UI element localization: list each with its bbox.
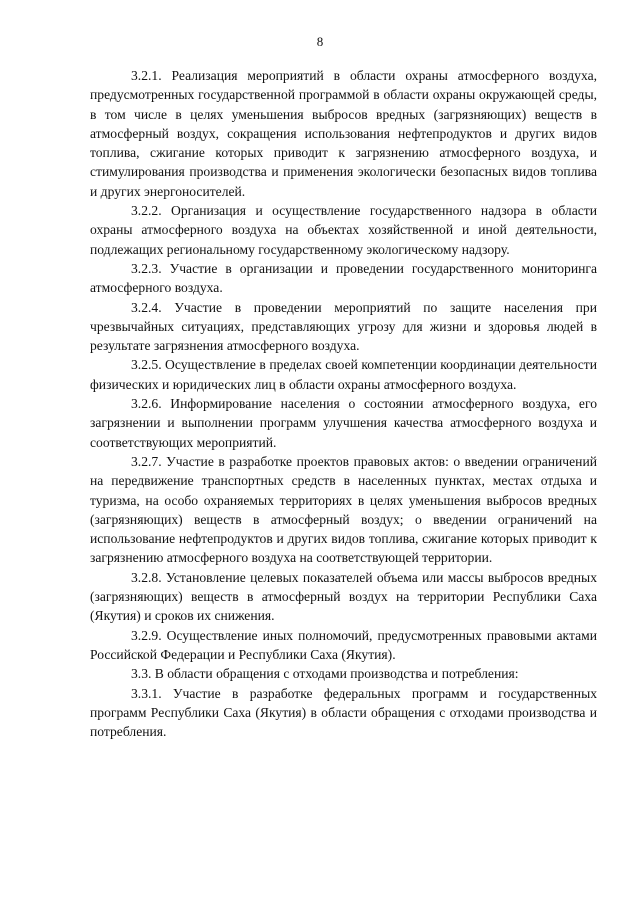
paragraph-3-2-9: 3.2.9. Осуществление иных полномочий, предусмотренных правовыми актами Российской Федерации и Республики Саха (Якутия). (90, 627, 597, 662)
paragraph-3-2-1: 3.2.1. Реализация мероприятий в области охраны атмосферного воздуха, предусмотренных государственной программой в области охраны окружающей среды, в том числе в целях уменьшения выбросов вредных (загрязняющих) веществ в атмосферный воздух, сокращения использования нефтепродуктов и других видов топлива, сжигание которых приводит к загрязнению атмосферного воздуха, и стимулирования производства и применения экологически безопасных видов топлива и других энергоносителей. (90, 68, 597, 199)
page-number: 8 (316, 34, 324, 49)
paragraph-3-2-3: 3.2.3. Участие в организации и проведении государственного мониторинга атмосферного воздуха. (90, 260, 597, 296)
paragraph-3-2-8: 3.2.8. Установление целевых показателей объема или массы выбросов вредных (загрязняющих) веществ в атмосферный воздух на территории Республики Саха (Якутия) и сроков их снижения. (90, 569, 597, 624)
paragraph-3-3-1: 3.3.1. Участие в разработке федеральных программ и государственных программ Республики Саха (Якутия) в области обращения с отходами производства и потребления. (90, 685, 597, 740)
paragraph-3-2-2: 3.2.2. Организация и осуществление государственного надзора в области охраны атмосферного воздуха на объектах хозяйственной и иной деятельности, подлежащих региональному государственному экологическому надзору. (90, 203, 597, 257)
document-body (90, 66, 597, 741)
paragraph-3-3: 3.3. В области обращения с отходами производства и потребления: (131, 666, 519, 682)
paragraph-3-2-6: 3.2.6. Информирование населения о состоянии атмосферного воздуха, его загрязнении и выполнении программ улучшения качества атмосферного воздуха и соответствующих мероприятий. (90, 396, 597, 450)
paragraph-3-2-5: 3.2.5. Осуществление в пределах своей компетенции координации деятельности физических и юридических лиц в области охраны атмосферного воздуха. (90, 357, 597, 392)
paragraph-3-2-7: 3.2.7. Участие в разработке проектов правовых актов: о введении ограничений на передвижение транспортных средств в населенных пунктах, местах отдыха и туризма, на особо охраняемых территориях в целях уменьшения выбросов вредных (загрязняющих) веществ в атмосферный воздух; о введении ограничений на использование нефтепродуктов и других видов топлива, сжигание которых приводит к загрязнению атмосферного воздуха на соответствующей территории. (90, 453, 597, 566)
paragraph-3-2-4: 3.2.4. Участие в проведении мероприятий по защите населения при чрезвычайных ситуациях, представляющих угрозу для жизни и здоровья людей в результате загрязнения атмосферного воздуха. (90, 299, 597, 354)
